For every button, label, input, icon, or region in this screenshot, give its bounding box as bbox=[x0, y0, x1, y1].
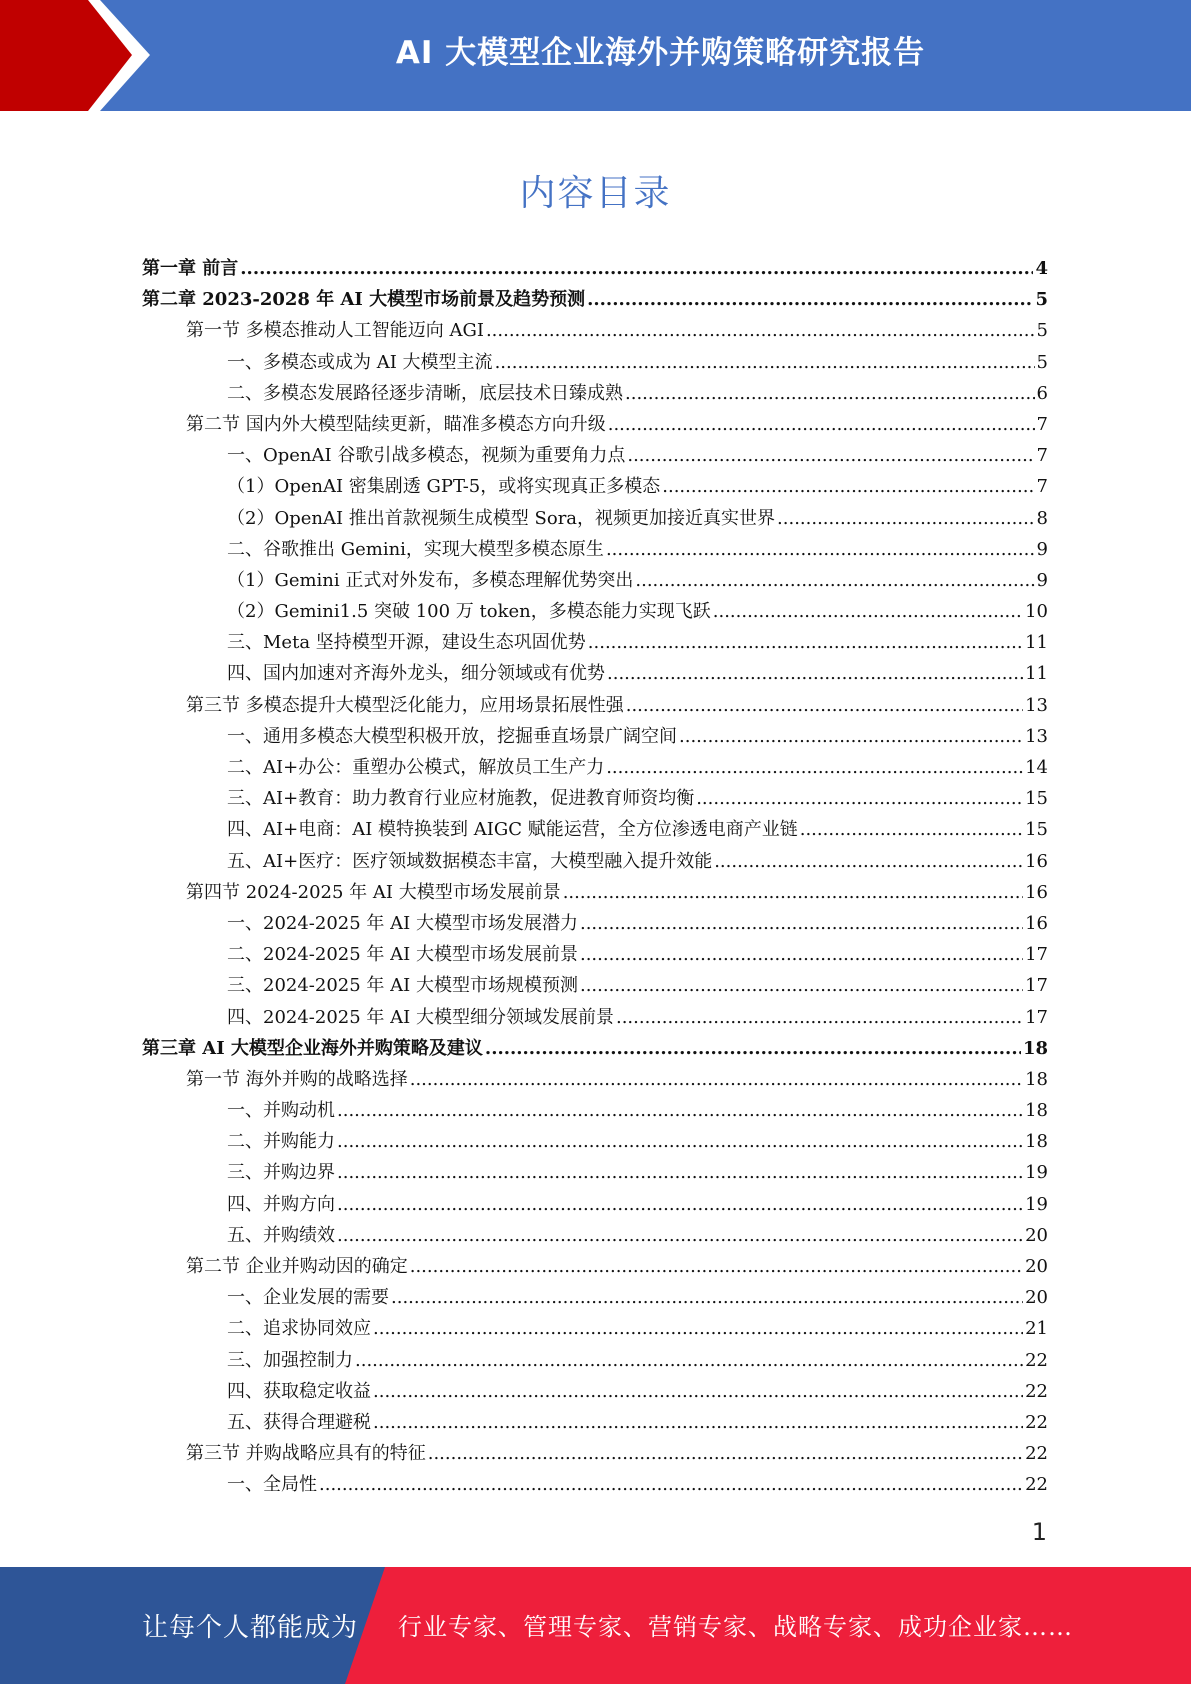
toc-entry-title: 一、并购动机 bbox=[227, 1100, 335, 1122]
toc-entry-title: 一、OpenAI 谷歌引战多模态，视频为重要角力点 bbox=[227, 445, 626, 467]
toc-leader-dots bbox=[319, 1469, 1023, 1500]
toc-entry-title: 四、2024-2025 年 AI 大模型细分领域发展前景 bbox=[227, 1006, 614, 1028]
toc-entry-title: 三、加强控制力 bbox=[227, 1349, 353, 1371]
toc-entry-title: 第二节 企业并购动因的确定 bbox=[186, 1256, 408, 1277]
header-arrow-graphic bbox=[0, 0, 150, 111]
toc-leader-dots bbox=[337, 1157, 1023, 1188]
toc-entry[interactable] bbox=[142, 1126, 1048, 1157]
toc-entry[interactable] bbox=[142, 1376, 1048, 1407]
toc-entry-page: 18 bbox=[1025, 1131, 1048, 1153]
toc-entry-page: 18 bbox=[1025, 1068, 1048, 1090]
toc-entry[interactable] bbox=[142, 284, 1048, 315]
toc-entry[interactable] bbox=[142, 471, 1048, 502]
toc-entry[interactable] bbox=[142, 970, 1048, 1001]
toc-leader-dots bbox=[410, 1064, 1023, 1095]
toc-leader-dots bbox=[635, 565, 1034, 596]
toc-entry-title: 四、获取稳定收益 bbox=[227, 1380, 371, 1402]
toc-entry[interactable] bbox=[142, 315, 1048, 346]
toc-entry-title: 四、国内加速对齐海外龙头，细分领域或有优势 bbox=[227, 663, 605, 685]
toc-entry-page: 9 bbox=[1036, 538, 1048, 560]
toc-entry[interactable] bbox=[142, 565, 1048, 596]
toc-entry-title: 三、AI+教育：助力教育行业应材施教，促进教育师资均衡 bbox=[227, 788, 695, 810]
toc-entry-title: 第二节 国内外大模型陆续更新，瞄准多模态方向升级 bbox=[186, 413, 606, 435]
toc-entry-page: 22 bbox=[1025, 1380, 1048, 1402]
toc-entry[interactable] bbox=[142, 1033, 1048, 1064]
toc-entry-title: 第一节 多模态推动人工智能迈向 AGI bbox=[186, 320, 484, 342]
toc-entry-title: 三、并购边界 bbox=[227, 1162, 335, 1184]
toc-entry-title: 二、追求协同效应 bbox=[227, 1318, 371, 1340]
toc-entry-page: 16 bbox=[1025, 881, 1048, 903]
toc-entry-title: （1）Gemini 正式对外发布，多模态理解优势突出 bbox=[227, 569, 634, 591]
toc-leader-dots bbox=[713, 596, 1023, 627]
toc-entry-page: 4 bbox=[1035, 258, 1048, 279]
toc-entry-page: 21 bbox=[1025, 1318, 1048, 1340]
toc-entry[interactable] bbox=[142, 690, 1048, 721]
toc-entry[interactable] bbox=[142, 939, 1048, 970]
toc-entry-page: 19 bbox=[1025, 1162, 1048, 1184]
toc-leader-dots bbox=[337, 1189, 1023, 1220]
toc-entry-page: 22 bbox=[1025, 1411, 1048, 1433]
toc-leader-dots bbox=[337, 1220, 1023, 1251]
toc-entry-title: 第一节 海外并购的战略选择 bbox=[186, 1068, 408, 1090]
toc-entry-title: 一、2024-2025 年 AI 大模型市场发展潜力 bbox=[227, 912, 578, 934]
toc-entry-title: 一、多模态或成为 AI 大模型主流 bbox=[227, 351, 493, 373]
toc-entry[interactable] bbox=[142, 1064, 1048, 1095]
toc-entry-page: 6 bbox=[1036, 382, 1048, 404]
toc-entry-page: 13 bbox=[1025, 725, 1048, 747]
toc-entry[interactable] bbox=[142, 534, 1048, 565]
page-number: 1 bbox=[1031, 1518, 1047, 1546]
toc-leader-dots bbox=[625, 378, 1035, 409]
toc-leader-dots bbox=[714, 846, 1023, 877]
toc-entry-title: （2）Gemini1.5 突破 100 万 token，多模态能力实现飞跃 bbox=[227, 601, 711, 623]
toc-entry-title: （1）OpenAI 密集剧透 GPT-5，或将实现真正多模态 bbox=[227, 476, 661, 498]
toc-entry-title: 五、获得合理避税 bbox=[227, 1411, 371, 1433]
toc-entry[interactable] bbox=[142, 253, 1048, 284]
toc-entry-page: 14 bbox=[1025, 757, 1048, 778]
toc-entry-title: 二、并购能力 bbox=[227, 1131, 335, 1153]
toc-entry[interactable] bbox=[142, 409, 1048, 440]
toc-entry-page: 5 bbox=[1035, 289, 1048, 311]
toc-entry[interactable] bbox=[142, 1189, 1048, 1220]
toc-entry-page: 11 bbox=[1025, 663, 1048, 685]
toc-entry[interactable] bbox=[142, 877, 1048, 908]
toc-entry-page: 17 bbox=[1025, 975, 1048, 997]
toc-entry[interactable] bbox=[142, 1313, 1048, 1344]
toc-entry[interactable] bbox=[142, 347, 1048, 378]
footer-banner bbox=[0, 1567, 1191, 1684]
toc-entry-page: 15 bbox=[1025, 819, 1048, 841]
toc-entry-page: 22 bbox=[1025, 1474, 1048, 1496]
toc-leader-dots bbox=[626, 690, 1023, 721]
toc-leader-dots bbox=[240, 253, 1033, 284]
toc-entry-title: 四、并购方向 bbox=[227, 1193, 335, 1215]
toc-entry-page: 17 bbox=[1025, 944, 1048, 966]
table-of-contents bbox=[142, 253, 1048, 1501]
toc-leader-dots bbox=[606, 534, 1035, 565]
toc-entry-title: 第三章 AI 大模型企业海外并购策略及建议 bbox=[142, 1037, 483, 1059]
toc-entry[interactable] bbox=[142, 1438, 1048, 1469]
toc-entry-title: 三、2024-2025 年 AI 大模型市场规模预测 bbox=[227, 975, 578, 997]
toc-entry-page: 10 bbox=[1025, 601, 1048, 623]
report-title: AI 大模型企业海外并购策略研究报告 bbox=[395, 35, 926, 71]
toc-entry[interactable] bbox=[142, 1220, 1048, 1251]
toc-entry[interactable] bbox=[142, 378, 1048, 409]
toc-entry-page: 5 bbox=[1036, 351, 1048, 373]
toc-leader-dots bbox=[662, 471, 1034, 502]
toc-entry-title: 第三节 并购战略应具有的特征 bbox=[186, 1443, 426, 1465]
toc-leader-dots bbox=[607, 658, 1023, 689]
toc-entry-page: 11 bbox=[1025, 632, 1048, 654]
toc-entry[interactable] bbox=[142, 908, 1048, 939]
toc-entry-title: 第二章 2023-2028 年 AI 大模型市场前景及趋势预测 bbox=[142, 289, 586, 311]
toc-entry-page: 20 bbox=[1025, 1287, 1048, 1309]
toc-entry-title: 第一章 前言 bbox=[142, 258, 239, 279]
toc-leader-dots bbox=[800, 814, 1023, 845]
toc-heading: 内容目录 bbox=[519, 173, 672, 214]
toc-entry-title: 二、AI+办公：重塑办公模式，解放员工生产力 bbox=[227, 757, 605, 778]
toc-entry[interactable] bbox=[142, 627, 1048, 658]
toc-leader-dots bbox=[777, 503, 1035, 534]
toc-entry-page: 5 bbox=[1036, 320, 1048, 342]
toc-leader-dots bbox=[580, 939, 1023, 970]
toc-entry[interactable] bbox=[142, 1002, 1048, 1033]
toc-leader-dots bbox=[580, 970, 1023, 1001]
toc-entry-title: （2）OpenAI 推出首款视频生成模型 Sora，视频更加接近真实世界 bbox=[227, 507, 776, 529]
toc-entry-page: 20 bbox=[1025, 1256, 1048, 1277]
toc-leader-dots bbox=[588, 627, 1023, 658]
toc-entry[interactable] bbox=[142, 1095, 1048, 1126]
toc-entry-title: 第四节 2024-2025 年 AI 大模型市场发展前景 bbox=[186, 881, 561, 903]
toc-entry[interactable] bbox=[142, 1157, 1048, 1188]
toc-entry-title: 二、多模态发展路径逐步清晰，底层技术日臻成熟 bbox=[227, 382, 623, 404]
toc-entry-page: 16 bbox=[1025, 912, 1048, 934]
toc-entry[interactable] bbox=[142, 1469, 1048, 1500]
toc-entry[interactable] bbox=[142, 721, 1048, 752]
toc-leader-dots bbox=[485, 1033, 1021, 1064]
toc-entry[interactable] bbox=[142, 1251, 1048, 1282]
toc-entry-page: 13 bbox=[1025, 694, 1048, 716]
toc-entry-title: 第三节 多模态提升大模型泛化能力，应用场景拓展性强 bbox=[186, 694, 624, 716]
toc-entry-page: 19 bbox=[1025, 1193, 1048, 1215]
toc-entry[interactable] bbox=[142, 814, 1048, 845]
toc-entry-page: 18 bbox=[1022, 1037, 1048, 1059]
toc-entry-page: 7 bbox=[1036, 445, 1048, 467]
toc-entry-page: 15 bbox=[1025, 788, 1048, 810]
toc-entry-title: 一、全局性 bbox=[227, 1474, 317, 1496]
toc-entry-title: 一、通用多模态大模型积极开放，挖掘垂直场景广阔空间 bbox=[227, 725, 677, 747]
footer-slogan-left: 让每个人都能成为 bbox=[142, 1613, 359, 1643]
toc-leader-dots bbox=[696, 783, 1023, 814]
toc-leader-dots bbox=[337, 1126, 1023, 1157]
toc-leader-dots bbox=[373, 1376, 1023, 1407]
toc-leader-dots bbox=[679, 721, 1023, 752]
toc-entry-page: 18 bbox=[1025, 1100, 1048, 1122]
toc-leader-dots bbox=[373, 1313, 1023, 1344]
toc-entry-page: 22 bbox=[1025, 1349, 1048, 1371]
toc-entry-title: 二、2024-2025 年 AI 大模型市场发展前景 bbox=[227, 944, 578, 966]
toc-entry-page: 20 bbox=[1025, 1224, 1048, 1246]
toc-entry[interactable] bbox=[142, 503, 1048, 534]
toc-leader-dots bbox=[616, 1002, 1023, 1033]
toc-entry[interactable] bbox=[142, 440, 1048, 471]
toc-entry-page: 9 bbox=[1036, 569, 1048, 591]
toc-leader-dots bbox=[428, 1438, 1023, 1469]
toc-entry-title: 二、谷歌推出 Gemini，实现大模型多模态原生 bbox=[227, 538, 604, 560]
toc-leader-dots bbox=[355, 1345, 1023, 1376]
toc-entry[interactable] bbox=[142, 596, 1048, 627]
toc-leader-dots bbox=[391, 1282, 1023, 1313]
toc-entry-title: 五、并购绩效 bbox=[227, 1224, 335, 1246]
toc-entry-page: 7 bbox=[1036, 413, 1048, 435]
toc-leader-dots bbox=[627, 440, 1034, 471]
toc-entry[interactable] bbox=[142, 846, 1048, 877]
toc-entry-page: 8 bbox=[1036, 507, 1048, 529]
header-banner bbox=[0, 0, 1191, 111]
toc-entry[interactable] bbox=[142, 1282, 1048, 1313]
toc-entry-title: 四、AI+电商：AI 模特换装到 AIGC 赋能运营，全方位渗透电商产业链 bbox=[227, 819, 798, 841]
toc-entry-page: 17 bbox=[1025, 1006, 1048, 1028]
toc-entry[interactable] bbox=[142, 658, 1048, 689]
toc-leader-dots bbox=[410, 1251, 1023, 1282]
toc-leader-dots bbox=[563, 877, 1023, 908]
footer-slogan-right: 行业专家、管理专家、营销专家、战略专家、成功企业家…… bbox=[398, 1613, 1073, 1641]
toc-entry-title: 一、企业发展的需要 bbox=[227, 1287, 389, 1309]
toc-leader-dots bbox=[606, 752, 1023, 783]
toc-entry-page: 16 bbox=[1025, 850, 1048, 872]
toc-leader-dots bbox=[486, 315, 1035, 346]
toc-entry[interactable] bbox=[142, 783, 1048, 814]
toc-entry-title: 五、AI+医疗：医疗领域数据模态丰富，大模型融入提升效能 bbox=[227, 850, 713, 872]
toc-leader-dots bbox=[587, 284, 1033, 315]
toc-leader-dots bbox=[608, 409, 1035, 440]
toc-leader-dots bbox=[337, 1095, 1023, 1126]
toc-entry-title: 三、Meta 坚持模型开源，建设生态巩固优势 bbox=[227, 632, 586, 654]
toc-leader-dots bbox=[495, 347, 1035, 378]
toc-leader-dots bbox=[580, 908, 1023, 939]
toc-entry-page: 7 bbox=[1036, 476, 1048, 498]
toc-entry-page: 22 bbox=[1025, 1443, 1048, 1465]
toc-entry[interactable] bbox=[142, 1345, 1048, 1376]
toc-entry[interactable] bbox=[142, 1407, 1048, 1438]
toc-leader-dots bbox=[373, 1407, 1023, 1438]
toc-entry[interactable] bbox=[142, 752, 1048, 783]
